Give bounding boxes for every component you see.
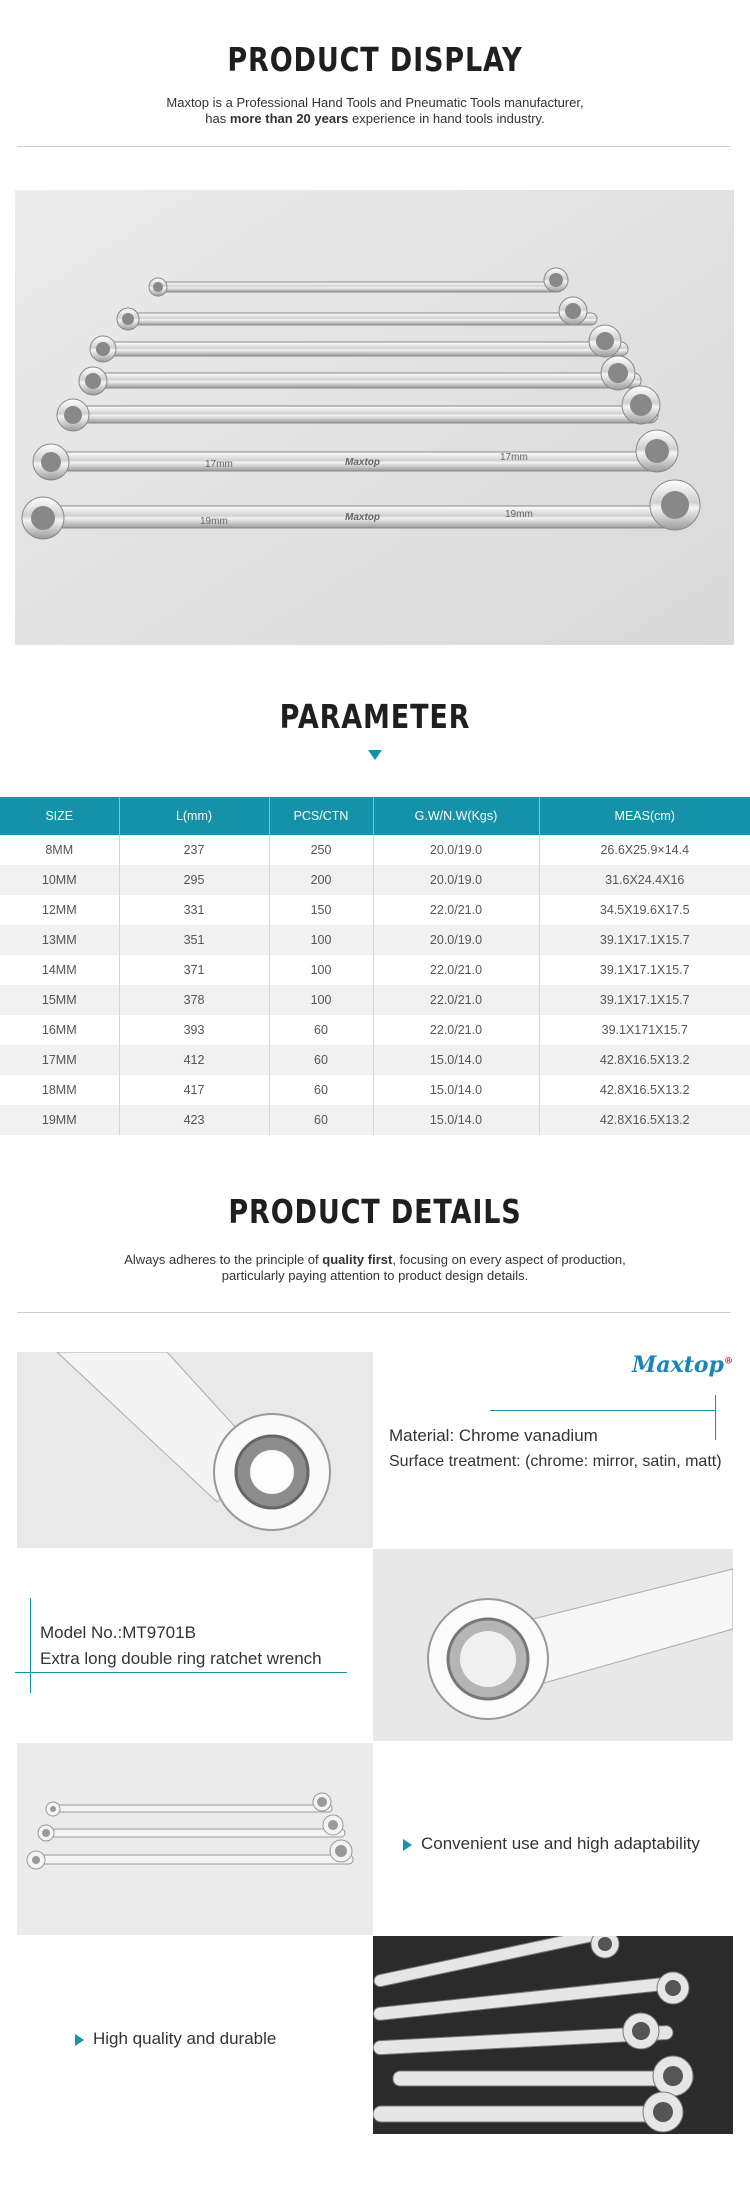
accent-line bbox=[490, 1410, 715, 1411]
material-text: Material: Chrome vanadium bbox=[389, 1426, 598, 1445]
column-header: L(mm) bbox=[119, 797, 269, 835]
divider bbox=[17, 146, 731, 147]
display-intro-line2: has more than 20 years experience in hand tools industry. bbox=[205, 111, 545, 126]
ring-closeup-photo bbox=[17, 1352, 373, 1548]
table-row bbox=[0, 925, 750, 955]
details-intro bbox=[0, 1252, 750, 1284]
table-cell: 10MM bbox=[0, 865, 119, 895]
table-cell: 295 bbox=[119, 865, 269, 895]
three-wrenches-photo bbox=[17, 1743, 373, 1935]
table-cell: 60 bbox=[269, 1015, 373, 1045]
table-row bbox=[0, 1015, 750, 1045]
table-row bbox=[0, 835, 750, 865]
accent-line bbox=[715, 1395, 716, 1440]
table-cell: 20.0/19.0 bbox=[373, 835, 539, 865]
table-cell: 39.1X171X15.7 bbox=[539, 1015, 750, 1045]
wrench-size-label: 19mm bbox=[505, 509, 533, 520]
table-cell: 100 bbox=[269, 985, 373, 1015]
table-cell: 15.0/14.0 bbox=[373, 1105, 539, 1135]
table-cell: 18MM bbox=[0, 1075, 119, 1105]
table-cell: 22.0/21.0 bbox=[373, 985, 539, 1015]
table-cell: 15.0/14.0 bbox=[373, 1075, 539, 1105]
table-row bbox=[0, 955, 750, 985]
display-intro bbox=[0, 95, 750, 127]
table-row bbox=[0, 985, 750, 1015]
table-cell: 351 bbox=[119, 925, 269, 955]
details-intro-line2: particularly paying attention to product design details. bbox=[221, 1268, 529, 1283]
table-cell: 34.5X19.6X17.5 bbox=[539, 895, 750, 925]
table-row bbox=[0, 1105, 750, 1135]
table-cell: 378 bbox=[119, 985, 269, 1015]
table-cell: 12MM bbox=[0, 895, 119, 925]
ring-angle-photo bbox=[373, 1549, 733, 1741]
table-cell: 200 bbox=[269, 865, 373, 895]
divider bbox=[17, 1312, 731, 1313]
table-row bbox=[0, 1075, 750, 1105]
table-cell: 15.0/14.0 bbox=[373, 1045, 539, 1075]
table-cell: 22.0/21.0 bbox=[373, 895, 539, 925]
wrench-size-label: 17mm bbox=[500, 452, 528, 463]
table-row bbox=[0, 1045, 750, 1075]
accent-line bbox=[30, 1598, 31, 1693]
table-cell: 417 bbox=[119, 1075, 269, 1105]
table-cell: 14MM bbox=[0, 955, 119, 985]
wrench-brand-label: Maxtop bbox=[345, 512, 380, 523]
details-intro-line1: Always adheres to the principle of quality first, focusing on every aspect of production, bbox=[124, 1252, 626, 1267]
wrench-set-image bbox=[15, 190, 734, 645]
wrench-ring-image bbox=[373, 1549, 733, 1741]
feature-adaptability: Convenient use and high adaptability bbox=[403, 1831, 700, 1856]
table-cell: 250 bbox=[269, 835, 373, 865]
table-cell: 39.1X17.1X15.7 bbox=[539, 925, 750, 955]
table-cell: 42.8X16.5X13.2 bbox=[539, 1075, 750, 1105]
table-cell: 26.6X25.9×14.4 bbox=[539, 835, 750, 865]
table-cell: 39.1X17.1X15.7 bbox=[539, 955, 750, 985]
table-cell: 393 bbox=[119, 1015, 269, 1045]
table-cell: 42.8X16.5X13.2 bbox=[539, 1045, 750, 1075]
maxtop-logo: Maxtop® bbox=[632, 1352, 733, 1378]
accent-line bbox=[15, 1672, 347, 1673]
table-cell: 19MM bbox=[0, 1105, 119, 1135]
triangle-bullet-icon bbox=[403, 1839, 412, 1851]
wrench-size-label: 19mm bbox=[200, 516, 228, 527]
table-cell: 13MM bbox=[0, 925, 119, 955]
column-header: PCS/CTN bbox=[269, 797, 373, 835]
table-cell: 22.0/21.0 bbox=[373, 1015, 539, 1045]
table-cell: 20.0/19.0 bbox=[373, 925, 539, 955]
table-cell: 331 bbox=[119, 895, 269, 925]
feature-durable: High quality and durable bbox=[75, 2026, 276, 2051]
wrenches-dark-photo bbox=[373, 1936, 733, 2134]
table-cell: 8MM bbox=[0, 835, 119, 865]
table-cell: 100 bbox=[269, 955, 373, 985]
wrench-brand-label: Maxtop bbox=[345, 457, 380, 468]
table-cell: 423 bbox=[119, 1105, 269, 1135]
product-display-title: PRODUCT DISPLAY bbox=[227, 40, 523, 79]
column-header: SIZE bbox=[0, 797, 119, 835]
table-cell: 17MM bbox=[0, 1045, 119, 1075]
triangle-bullet-icon bbox=[75, 2034, 84, 2046]
column-header: MEAS(cm) bbox=[539, 797, 750, 835]
table-row bbox=[0, 895, 750, 925]
model-number-text: Model No.:MT9701B bbox=[40, 1623, 196, 1642]
table-row bbox=[0, 865, 750, 895]
display-intro-line1: Maxtop is a Professional Hand Tools and Pneumatic Tools manufacturer, bbox=[166, 95, 584, 110]
table-header-row bbox=[0, 797, 750, 835]
wrench-ring-image bbox=[17, 1352, 373, 1548]
wrench-trio-image bbox=[17, 1743, 373, 1935]
table-cell: 100 bbox=[269, 925, 373, 955]
product-details-title: PRODUCT DETAILS bbox=[228, 1192, 522, 1231]
wrench-size-label: 17mm bbox=[205, 459, 233, 470]
table-cell: 15MM bbox=[0, 985, 119, 1015]
parameter-title: PARAMETER bbox=[279, 697, 471, 736]
table-cell: 412 bbox=[119, 1045, 269, 1075]
table-cell: 60 bbox=[269, 1045, 373, 1075]
surface-treatment-text: Surface treatment: (chrome: mirror, satin, matt) bbox=[389, 1453, 722, 1470]
column-header: G.W/N.W(Kgs) bbox=[373, 797, 539, 835]
table-cell: 22.0/21.0 bbox=[373, 955, 539, 985]
table-cell: 42.8X16.5X13.2 bbox=[539, 1105, 750, 1135]
table-cell: 150 bbox=[269, 895, 373, 925]
table-cell: 20.0/19.0 bbox=[373, 865, 539, 895]
table-cell: 237 bbox=[119, 835, 269, 865]
wrench-dark-image bbox=[373, 1936, 733, 2134]
down-arrow-icon bbox=[368, 750, 382, 760]
table-cell: 60 bbox=[269, 1075, 373, 1105]
table-cell: 39.1X17.1X15.7 bbox=[539, 985, 750, 1015]
table-cell: 16MM bbox=[0, 1015, 119, 1045]
table-cell: 371 bbox=[119, 955, 269, 985]
parameter-table bbox=[0, 797, 750, 1135]
table-cell: 31.6X24.4X16 bbox=[539, 865, 750, 895]
product-display-photo bbox=[15, 190, 734, 645]
model-description-text: Extra long double ring ratchet wrench bbox=[40, 1649, 322, 1668]
table-cell: 60 bbox=[269, 1105, 373, 1135]
